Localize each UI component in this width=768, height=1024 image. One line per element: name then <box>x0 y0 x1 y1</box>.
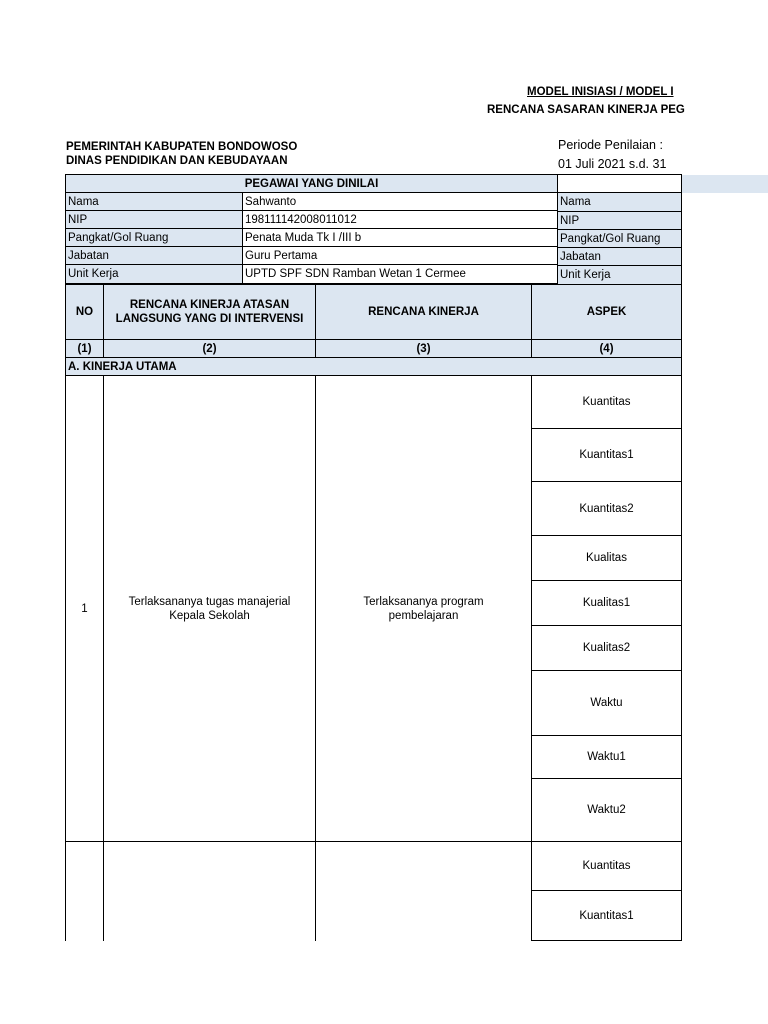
row1-rencana-atasan: Terlaksananya tugas manajerial Kepala Sekolah <box>103 375 316 842</box>
row1-aspect-cell: Kuantitas1 <box>531 428 682 482</box>
column-number-1: (1) <box>65 339 104 358</box>
employee-label-unit-kerja: Unit Kerja <box>65 264 243 284</box>
employee-label-nama: Nama <box>65 192 243 211</box>
column-header-no: NO <box>65 284 104 340</box>
employee-value-nip: 198111142008011012 <box>242 210 558 229</box>
row1-aspect-cell: Waktu2 <box>531 778 682 842</box>
employee-value-jabatan: Guru Pertama <box>242 246 558 265</box>
organization-line1: PEMERINTAH KABUPATEN BONDOWOSO <box>66 141 298 153</box>
row1-rencana-kinerja: Terlaksananya program pembelajaran <box>315 375 532 842</box>
supervisor-section-title <box>557 174 682 193</box>
row1-aspect-cell: Kualitas1 <box>531 580 682 626</box>
column-number-2: (2) <box>103 339 316 358</box>
employee-label-pangkat: Pangkat/Gol Ruang <box>65 228 243 247</box>
supervisor-label-unit-kerja: Unit Kerja <box>557 265 682 285</box>
header-fill-strip <box>682 175 768 193</box>
row1-aspect-cell: Waktu <box>531 670 682 736</box>
row1-aspect-cell: Kuantitas <box>531 375 682 429</box>
employee-value-nama: Sahwanto <box>242 192 558 211</box>
document-title-line1: MODEL INISIASI / MODEL I <box>527 86 674 98</box>
row1-aspect-cell: Kualitas <box>531 535 682 581</box>
employee-label-nip: NIP <box>65 210 243 229</box>
supervisor-label-nama: Nama <box>557 192 682 212</box>
section-kinerja-utama: A. KINERJA UTAMA <box>65 357 682 376</box>
organization-line2: DINAS PENDIDIKAN DAN KEBUDAYAAN <box>66 155 288 167</box>
column-number-3: (3) <box>315 339 532 358</box>
row2-rencana-atasan <box>103 841 316 951</box>
row2-aspect-cell: Kuantitas1 <box>531 890 682 941</box>
supervisor-label-jabatan: Jabatan <box>557 247 682 266</box>
row2-aspect-cell: Kuantitas <box>531 841 682 891</box>
supervisor-label-pangkat: Pangkat/Gol Ruang <box>557 229 682 248</box>
employee-value-pangkat: Penata Muda Tk I /III b <box>242 228 558 247</box>
row1-aspect-cell: Kuantitas2 <box>531 481 682 536</box>
employee-section-title: PEGAWAI YANG DINILAI <box>65 174 558 193</box>
row1-no: 1 <box>65 375 104 842</box>
page-bottom-margin <box>0 941 768 1024</box>
supervisor-label-nip: NIP <box>557 211 682 230</box>
column-number-4: (4) <box>531 339 682 358</box>
column-header-atasan: RENCANA KINERJA ATASAN LANGSUNG YANG DI INTERVENSI <box>103 284 316 340</box>
row1-aspect-cell: Waktu1 <box>531 735 682 779</box>
row2-no <box>65 841 104 951</box>
period-value: 01 Juli 2021 s.d. 31 <box>558 157 667 171</box>
row2-rencana-kinerja <box>315 841 532 951</box>
employee-value-unit-kerja: UPTD SPF SDN Ramban Wetan 1 Cermee <box>242 264 558 284</box>
period-label: Periode Penilaian : <box>558 138 663 152</box>
employee-label-jabatan: Jabatan <box>65 246 243 265</box>
column-header-rencana-kinerja: RENCANA KINERJA <box>315 284 532 340</box>
column-header-aspek: ASPEK <box>531 284 682 340</box>
row1-aspect-cell: Kualitas2 <box>531 625 682 671</box>
document-title-line2: RENCANA SASARAN KINERJA PEG <box>487 104 685 116</box>
